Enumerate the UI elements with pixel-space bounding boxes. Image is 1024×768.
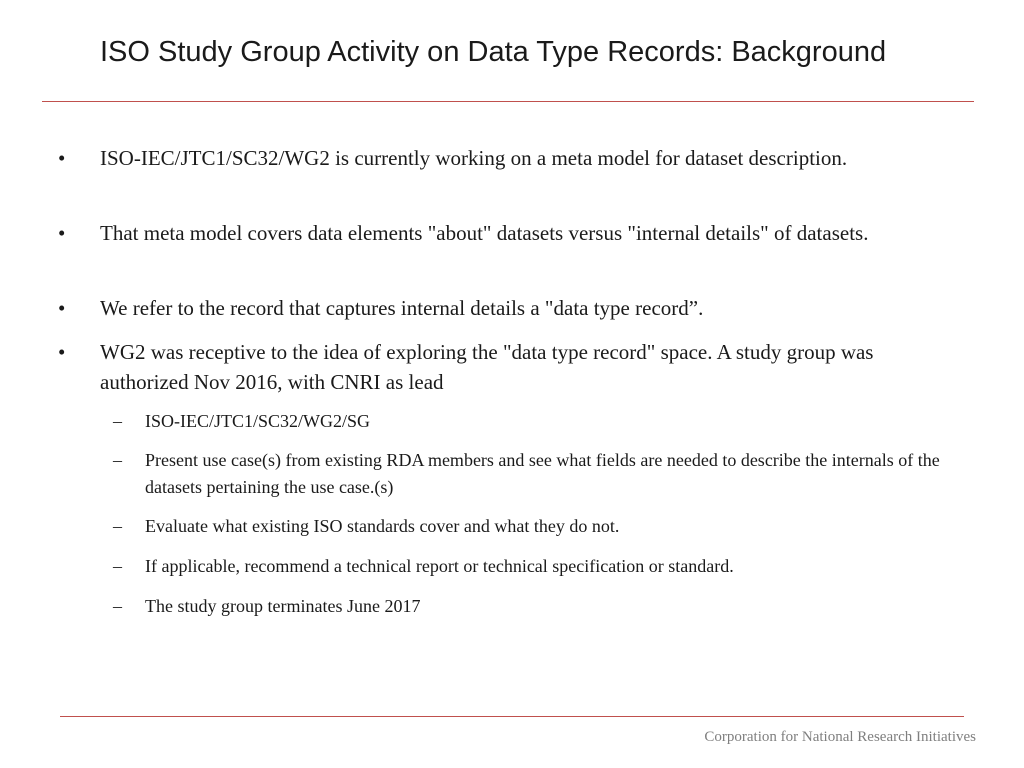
sub-bullet-text: Evaluate what existing ISO standards cover and what they do not.: [145, 516, 620, 536]
sub-bullet-text: ISO-IEC/JTC1/SC32/WG2/SG: [145, 411, 371, 431]
bullet-marker: •: [58, 296, 66, 320]
sub-bullet-marker: –: [113, 596, 122, 616]
bullet-marker: •: [58, 146, 66, 170]
sub-bullet-text: If applicable, recommend a technical report or technical specification or standard.: [145, 556, 734, 576]
bullet-text: WG2 was receptive to the idea of exploring the "data type record" space. A study group was authorized Nov 2016, with CNRI as lead: [100, 340, 874, 394]
sub-bullet-marker: –: [113, 411, 122, 431]
slide-title: ISO Study Group Activity on Data Type Records: Background: [100, 36, 887, 68]
bullet-marker: •: [58, 340, 66, 364]
bullet-text: We refer to the record that captures internal details a "data type record”.: [100, 296, 704, 320]
bullet-marker: •: [58, 221, 66, 245]
sub-bullet-text: Present use case(s) from existing RDA members and see what fields are needed to describe the internals of the datasets pertaining the use case.(s): [145, 450, 940, 497]
footer-organization: Corporation for National Research Initiatives: [704, 729, 976, 745]
sub-bullet-marker: –: [113, 516, 122, 536]
footer-divider: [60, 716, 964, 717]
sub-bullet-marker: –: [113, 450, 122, 470]
bullet-text: ISO-IEC/JTC1/SC32/WG2 is currently working on a meta model for dataset description.: [100, 146, 848, 170]
sub-bullet-text: The study group terminates June 2017: [145, 596, 421, 616]
sub-bullet-marker: –: [113, 556, 122, 576]
title-divider: [42, 101, 974, 102]
bullet-text: That meta model covers data elements "about" datasets versus "internal details" of datasets.: [100, 221, 869, 245]
